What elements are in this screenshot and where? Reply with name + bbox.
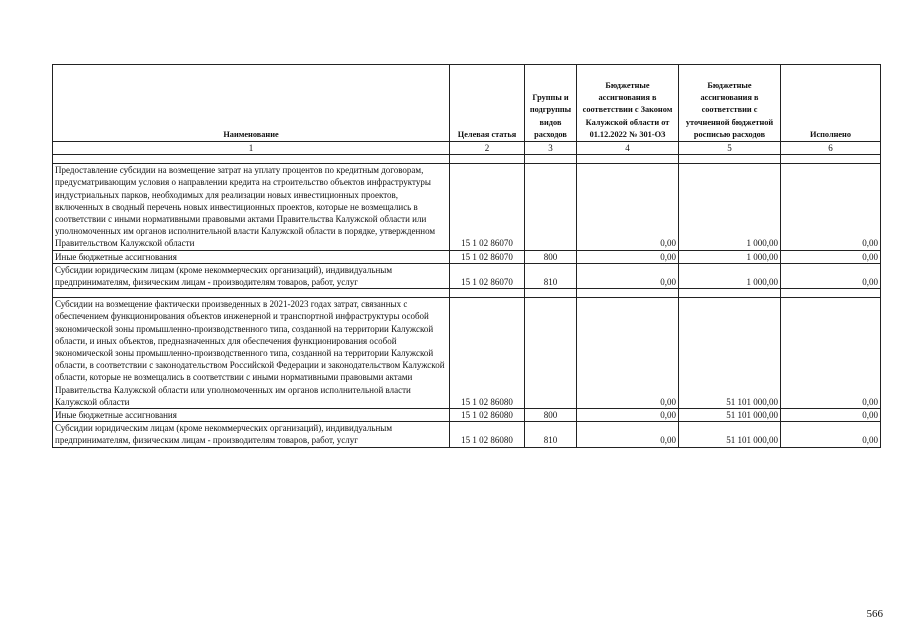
table-row [53, 409, 881, 422]
row-revised-value: 1 000,00 [679, 250, 781, 263]
row-law-value: 0,00 [577, 263, 679, 288]
row-code: 15 1 02 86070 [450, 263, 525, 288]
row-law-value: 0,00 [577, 409, 679, 422]
header-law-allocations: Бюджетные ассигнования в соответствии с Законом Калужской области от 01.12.2022 № 301-ОЗ [577, 65, 679, 142]
spacer-row [53, 155, 881, 164]
row-group: 800 [525, 409, 577, 422]
row-name: Субсидии юридическим лицам (кроме некоммерческих организаций), индивидуальным предпринимателям, физическим лицам - производителям товаров, работ, услуг [53, 422, 450, 447]
row-name: Субсидии на возмещение фактически произведенных в 2021-2023 годах затрат, связанных с обеспечением функционирования объектов инженерной и транспортной инфраструктуры особой экономической зоны промышленно-производственного типа, созданной на территории Калужской области, и иных объектов, предназначенных для обеспечения функционирования особой экономической зоны промышленно-производственного типа, созданной на территории Калужской области, в соответствии с законодательством Российской Федерации и законодательством Калужской области, которые не возмещались в соответствии с иными нормативными правовыми актами Правительства Калужской области или уполномоченных им органов исполнительной власти Калужской области [53, 298, 450, 409]
row-group: 810 [525, 422, 577, 447]
row-name: Субсидии юридическим лицам (кроме некоммерческих организаций), индивидуальным предпринимателям, физическим лицам - производителям товаров, работ, услуг [53, 263, 450, 288]
column-number: 5 [679, 142, 781, 155]
row-name: Иные бюджетные ассигнования [53, 409, 450, 422]
row-group: 800 [525, 250, 577, 263]
row-law-value: 0,00 [577, 422, 679, 447]
row-code: 15 1 02 86080 [450, 298, 525, 409]
row-code: 15 1 02 86080 [450, 409, 525, 422]
row-law-value: 0,00 [577, 164, 679, 250]
table-row [53, 298, 881, 409]
table-row [53, 263, 881, 288]
table-row [53, 250, 881, 263]
row-executed-value: 0,00 [781, 298, 881, 409]
table-row [53, 164, 881, 250]
row-group [525, 298, 577, 409]
column-number-row [53, 142, 881, 155]
row-code: 15 1 02 86070 [450, 250, 525, 263]
row-law-value: 0,00 [577, 250, 679, 263]
column-number: 2 [450, 142, 525, 155]
row-revised-value: 51 101 000,00 [679, 409, 781, 422]
row-group: 810 [525, 263, 577, 288]
row-revised-value: 1 000,00 [679, 164, 781, 250]
row-revised-value: 1 000,00 [679, 263, 781, 288]
column-number: 3 [525, 142, 577, 155]
header-expense-groups: Группы и подгруппы видов расходов [525, 65, 577, 142]
row-executed-value: 0,00 [781, 263, 881, 288]
row-revised-value: 51 101 000,00 [679, 422, 781, 447]
header-revised-allocations: Бюджетные ассигнования в соответствии с уточненной бюджетной росписью расходов [679, 65, 781, 142]
column-number: 6 [781, 142, 881, 155]
row-law-value: 0,00 [577, 298, 679, 409]
row-code: 15 1 02 86070 [450, 164, 525, 250]
row-code: 15 1 02 86080 [450, 422, 525, 447]
table-row [53, 422, 881, 447]
column-number: 4 [577, 142, 679, 155]
row-name: Предоставление субсидии на возмещение затрат на уплату процентов по кредитным договорам, предусматривающим условия о направлении кредита на строительство объектов инфраструктуры индустриальных парков, необходимых для реализации новых инвестиционных проектов, включенных в сводный перечень новых инвестиционных проектов, которые не возмещались в соответствии с иными нормативными правовыми актами Правительства Калужской области или уполномоченных им органов исполнительной власти Калужской области в порядке, утвержденном Правительством Калужской области [53, 164, 450, 250]
header-row [53, 65, 881, 142]
header-name: Наименование [53, 65, 450, 142]
header-executed: Исполнено [781, 65, 881, 142]
header-target-article: Целевая статья [450, 65, 525, 142]
budget-table [52, 64, 881, 448]
row-name: Иные бюджетные ассигнования [53, 250, 450, 263]
column-number: 1 [53, 142, 450, 155]
row-executed-value: 0,00 [781, 250, 881, 263]
page-number: 566 [866, 608, 883, 620]
row-revised-value: 51 101 000,00 [679, 298, 781, 409]
row-group [525, 164, 577, 250]
spacer-row [53, 289, 881, 298]
row-executed-value: 0,00 [781, 422, 881, 447]
row-executed-value: 0,00 [781, 409, 881, 422]
row-executed-value: 0,00 [781, 164, 881, 250]
